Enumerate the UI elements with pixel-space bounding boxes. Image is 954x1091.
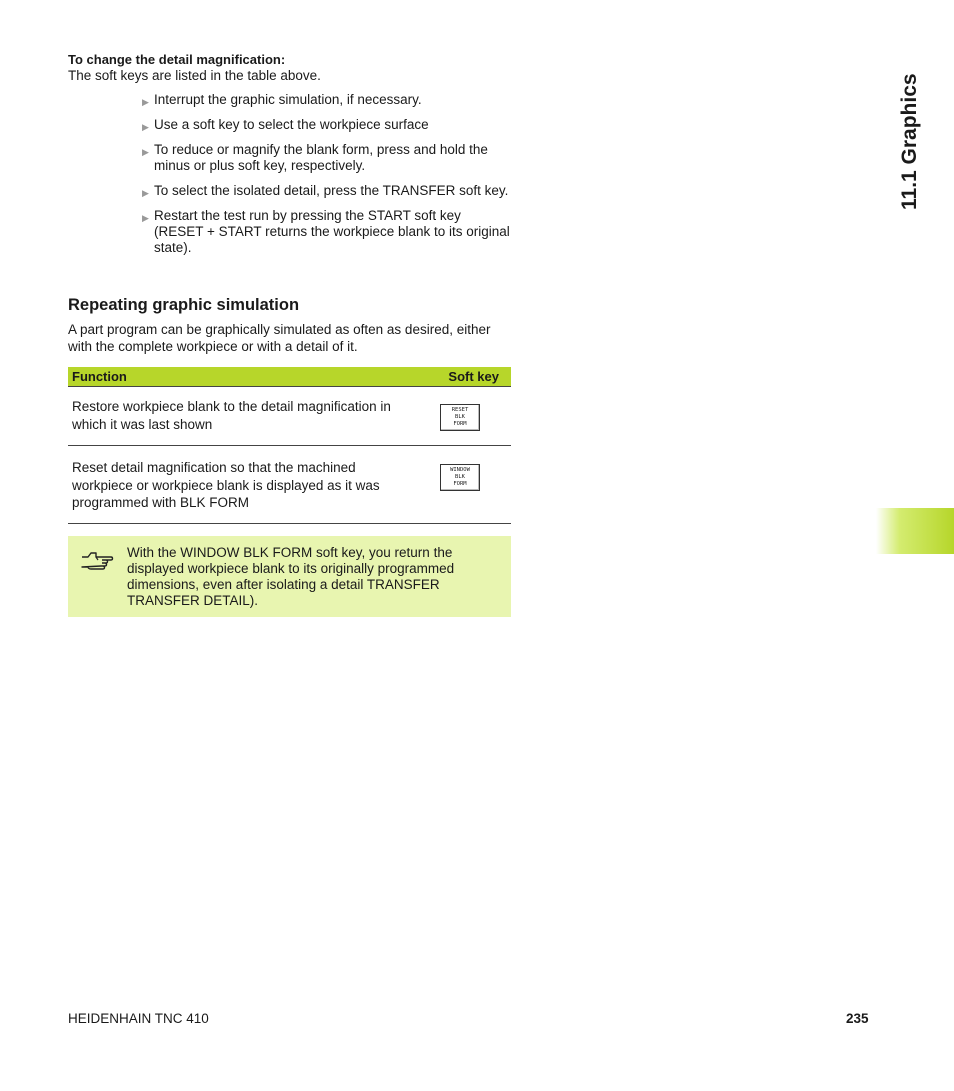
footer-product: HEIDENHAIN TNC 410 bbox=[68, 1011, 209, 1026]
table-row bbox=[68, 446, 511, 524]
softkey-table bbox=[68, 367, 511, 524]
step-text: To reduce or magnify the blank form, press and hold the minus or plus soft key, respectively. bbox=[154, 142, 488, 173]
softkey-line: FORM bbox=[453, 421, 467, 427]
section-heading: Repeating graphic simulation bbox=[68, 296, 300, 314]
step-item bbox=[142, 208, 512, 256]
window-blk-form-softkey[interactable] bbox=[440, 464, 480, 491]
softkey-line: BLK bbox=[455, 414, 465, 420]
softkey-line: BLK bbox=[455, 474, 465, 480]
softkey-line: WINDOW bbox=[450, 467, 470, 473]
chapter-side-title: 11.1 Graphics bbox=[898, 73, 921, 210]
intro-heading: To change the detail magnification: bbox=[68, 52, 286, 67]
note-text: With the WINDOW BLK FORM soft key, you return the displayed workpiece blank to its originally programmed dimensions, even after isolating a detail TRANSFER TRANSFER DETAIL). bbox=[127, 545, 455, 608]
softkey-line: RESET bbox=[451, 407, 469, 413]
function-description: Reset detail magnification so that the machined workpiece or workpiece blank is displayed as it was programmed with BLK FORM bbox=[72, 460, 380, 510]
triangle-bullet-icon: ▶ bbox=[142, 97, 149, 107]
step-text: Interrupt the graphic simulation, if necessary. bbox=[154, 92, 422, 107]
pointing-hand-icon bbox=[80, 548, 114, 572]
header-function: Function bbox=[72, 369, 127, 384]
header-softkey: Soft key bbox=[448, 369, 499, 384]
step-text: Use a soft key to select the workpiece surface bbox=[154, 117, 429, 132]
triangle-bullet-icon: ▶ bbox=[142, 213, 149, 223]
step-text: To select the isolated detail, press the TRANSFER soft key. bbox=[154, 183, 509, 198]
triangle-bullet-icon: ▶ bbox=[142, 147, 149, 157]
step-list bbox=[142, 92, 512, 265]
triangle-bullet-icon: ▶ bbox=[142, 122, 149, 132]
chapter-tab-marker bbox=[876, 508, 954, 554]
reset-blk-form-softkey[interactable] bbox=[440, 404, 480, 431]
softkey-line: FORM bbox=[453, 481, 467, 487]
function-description: Restore workpiece blank to the detail magnification in which it was last shown bbox=[72, 399, 391, 432]
table-row bbox=[68, 386, 511, 446]
step-item bbox=[142, 117, 512, 133]
step-item bbox=[142, 183, 512, 199]
page-number: 235 bbox=[846, 1011, 869, 1026]
table-header bbox=[68, 367, 511, 386]
intro-text: The soft keys are listed in the table above. bbox=[68, 68, 321, 83]
step-item bbox=[142, 92, 512, 108]
note-box bbox=[68, 536, 511, 617]
step-item bbox=[142, 142, 512, 174]
step-text: Restart the test run by pressing the START soft key (RESET + START returns the workpiece blank to its original state). bbox=[154, 208, 510, 255]
section-text: A part program can be graphically simulated as often as desired, either with the complete workpiece or with a detail of it. bbox=[68, 322, 491, 354]
triangle-bullet-icon: ▶ bbox=[142, 188, 149, 198]
